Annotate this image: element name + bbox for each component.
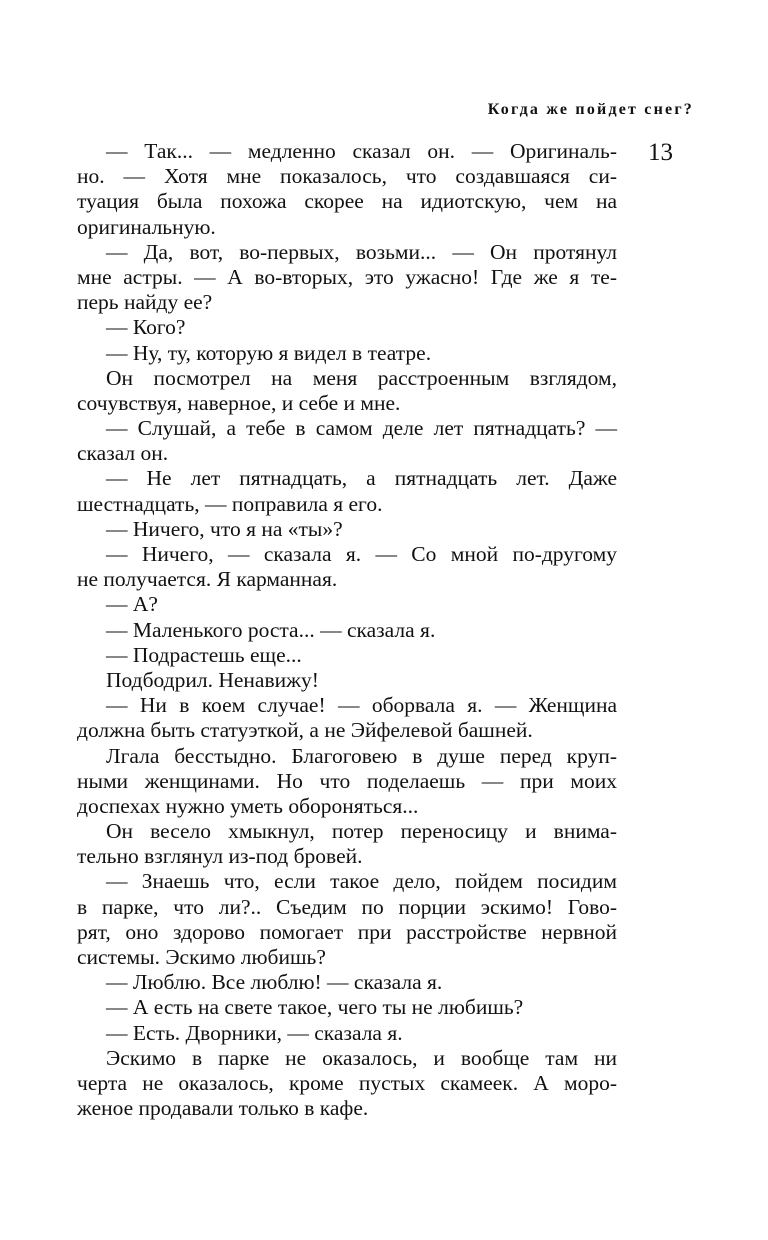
text-line: сочувствуя, наверное, и себе и мне.	[77, 390, 401, 415]
running-title: Когда же пойдет снег?	[487, 101, 694, 118]
text-line: — Не лет пятнадцать, а пятнадцать лет. Даже	[106, 466, 617, 491]
text-line: — Кого?	[106, 315, 186, 340]
text-line: но. — Хотя мне показалось, что создавшаяся си-	[77, 164, 617, 189]
text-line: рят, оно здорово помогает при расстройстве нервной	[77, 919, 617, 944]
text-line: — Слушай, а тебе в самом деле лет пятнадцать? —	[106, 416, 617, 441]
text-line: — Есть. Дворники, — сказала я.	[106, 1020, 403, 1045]
text-line: — Ничего, — сказала я. — Со мной по-другому	[106, 542, 617, 566]
page-number: 13	[648, 139, 673, 166]
text-line: туация была похожа скорее на идиотскую, чем на	[77, 189, 617, 214]
text-line: — Ну, ту, которую я видел в театре.	[106, 340, 432, 365]
text-line: — Знаешь что, если такое дело, пойдем посидим	[106, 869, 617, 894]
text-line: — Так... — медленно сказал он. — Оригиналь-	[106, 139, 617, 163]
text-line: — Ничего, что я на «ты»?	[106, 516, 343, 541]
text-line: перь найду ее?	[77, 290, 213, 315]
text-line: сказал он.	[77, 441, 169, 466]
text-line: — А есть на свете такое, чего ты не любишь?	[106, 995, 524, 1020]
text-line: — Люблю. Все люблю! — сказала я.	[106, 970, 443, 995]
text-line: Он весело хмыкнул, потер переносицу и внима-	[106, 819, 617, 844]
text-line: не получается. Я карманная.	[77, 567, 338, 592]
text-line: в парке, что ли?.. Съедим по порции эскимо! Гово-	[77, 894, 617, 919]
text-line: шестнадцать, — поправила я его.	[77, 491, 383, 516]
text-line: системы. Эскимо любишь?	[77, 945, 326, 969]
text-line: Лгала бесстыдно. Благоговею в душе перед круп-	[106, 743, 617, 768]
text-line: мне астры. — А во-вторых, это ужасно! Где же я те-	[77, 264, 617, 289]
text-line: Подбодрил. Ненавижу!	[106, 667, 319, 692]
text-line: — Ни в коем случае! — оборвала я. — Женщина	[106, 693, 617, 718]
text-line: ными женщинами. Но что поделаешь — при моих	[77, 768, 617, 793]
text-line: — А?	[106, 592, 158, 617]
text-line: Он посмотрел на меня расстроенным взглядом,	[106, 365, 617, 390]
text-line: оригинальную.	[77, 214, 216, 239]
text-line: доспехах нужно уметь обороняться...	[77, 793, 419, 818]
text-line: — Да, вот, во-первых, возьми... — Он протянул	[106, 239, 617, 264]
body-text	[77, 139, 617, 1121]
text-line: — Маленького роста... — сказала я.	[106, 617, 436, 642]
text-line: женое продавали только в кафе.	[77, 1096, 369, 1121]
text-line: должна быть статуэткой, а не Эйфелевой башней.	[77, 718, 533, 743]
text-line: черта не оказалось, кроме пустых скамеек. А моро-	[77, 1070, 617, 1095]
text-line: — Подрастешь еще...	[106, 642, 302, 667]
text-line: тельно взглянул из-под бровей.	[77, 844, 363, 869]
text-line: Эскимо в парке не оказалось, и вообще там ни	[106, 1045, 617, 1070]
